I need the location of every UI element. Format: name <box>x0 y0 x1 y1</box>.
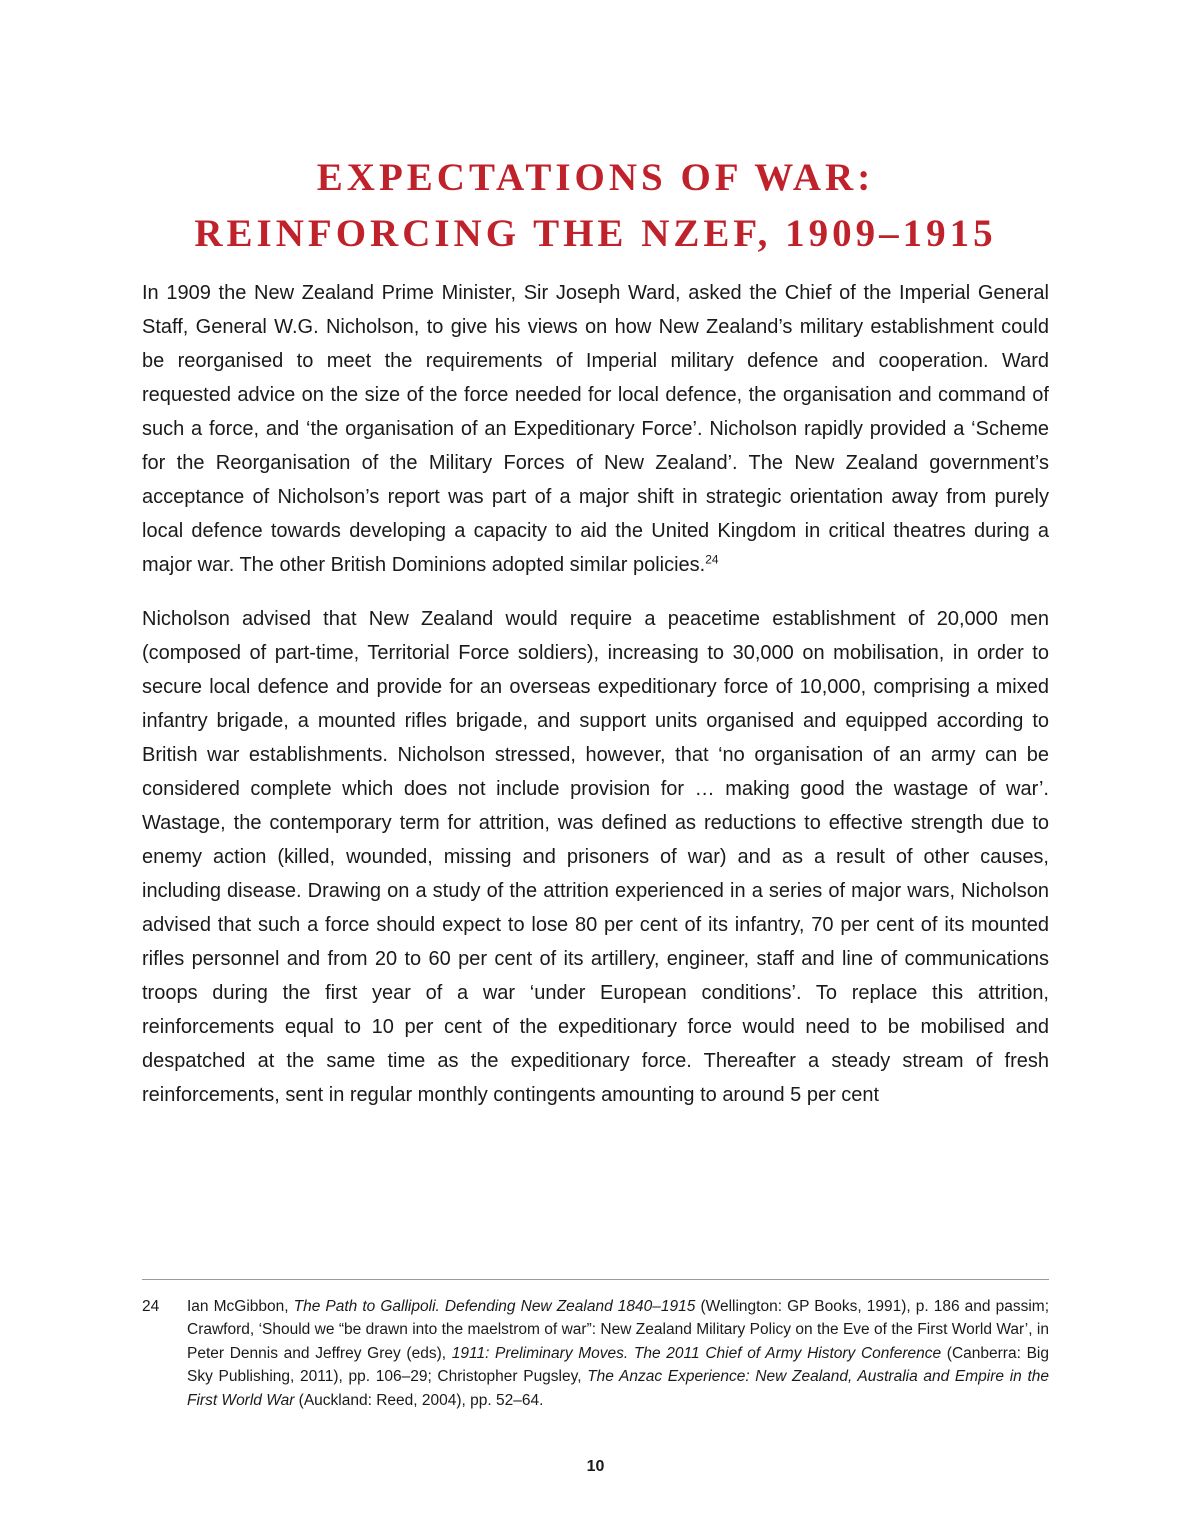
footnote-segment: (Wellington: GP Books, 1991), p. 186 and passim; Crawford, ‘Should we “be drawn into the maelstrom of war”: New Zealand Military Policy on the Eve of the First World War’, in Peter Dennis and Jeffrey Grey (eds), <box>187 1298 1049 1362</box>
page-number: 10 <box>586 1458 605 1475</box>
footnote-segment: (Auckland: Reed, 2004), pp. 52–64. <box>294 1391 544 1409</box>
footnote <box>142 1295 1049 1412</box>
paragraph-1-text: In 1909 the New Zealand Prime Minister, Sir Joseph Ward, asked the Chief of the Imperial General Staff, General W.G. Nicholson, to give his views on how New Zealand’s military establishment could be reorganised to meet the requirements of Imperial military defence and cooperation. Ward requested advice on the size of the force needed for local defence, the organisation and command of such a force, and ‘the organisation of an Expeditionary Force’. Nicholson rapidly provided a ‘Scheme for the Reorganisation of the Military Forces of New Zealand’. The New Zealand government’s acceptance of Nicholson’s report was part of a major shift in strategic orientation away from purely local defence towards developing a capacity to aid the United Kingdom in critical theatres during a major war. The other British Dominions adopted similar policies. <box>142 282 1049 576</box>
title-line-2: REINFORCING THE NZEF, 1909–1915 <box>194 212 997 255</box>
footnote-book-title: The Anzac Experience: New Zealand, Australia and Empire in the First World War <box>187 1368 1049 1409</box>
footnote-segment: Ian McGibbon, <box>187 1298 294 1315</box>
footnote-book-title: 1911: Preliminary Moves. The 2011 Chief of Army History Conference <box>451 1344 942 1362</box>
footnote-book-title: The Path to Gallipoli. Defending New Zealand 1840–1915 <box>293 1298 696 1315</box>
footnote-reference: 24 <box>705 552 719 567</box>
footnote-segment: (Canberra: Big Sky Publishing, 2011), pp. 106–29; Christopher Pugsley, <box>187 1344 1049 1386</box>
footnote-divider <box>142 1279 1049 1280</box>
body-text <box>142 276 1049 1132</box>
paragraph-2: Nicholson advised that New Zealand would require a peacetime establishment of 20,000 men (composed of part-time, Territorial Force soldiers), increasing to 30,000 on mobilisation, in order to secure local defence and provide for an overseas expeditionary force of 10,000, comprising a mixed infantry brigade, a mounted rifles brigade, and support units organised and equipped according to British war establishments. Nicholson stressed, however, that ‘no organisation of an army can be considered complete which does not include provision for … making good the wastage of war’. Wastage, the contemporary term for attrition, was defined as reductions to effective strength due to enemy action (killed, wounded, missing and prisoners of war) and as a result of other causes, including disease. Drawing on a study of the attrition experienced in a series of major wars, Nicholson advised that such a force should expect to lose 80 per cent of its infantry, 70 per cent of its mounted rifles personnel and from 20 to 60 per cent of its artillery, engineer, staff and line of communications troops during the first year of a war ‘under European conditions’. To replace this attrition, reinforcements equal to 10 per cent of the expeditionary force would need to be mobilised and despatched at the same time as the expeditionary force. Thereafter a steady stream of fresh reinforcements, sent in regular monthly contingents amounting to around 5 per cent <box>142 608 1049 1106</box>
title-line-1: EXPECTATIONS OF WAR: <box>316 156 875 199</box>
paragraph-1 <box>142 276 1049 582</box>
chapter-title <box>142 150 1049 262</box>
footnote-text <box>187 1295 1049 1412</box>
footnote-number: 24 <box>142 1298 160 1315</box>
